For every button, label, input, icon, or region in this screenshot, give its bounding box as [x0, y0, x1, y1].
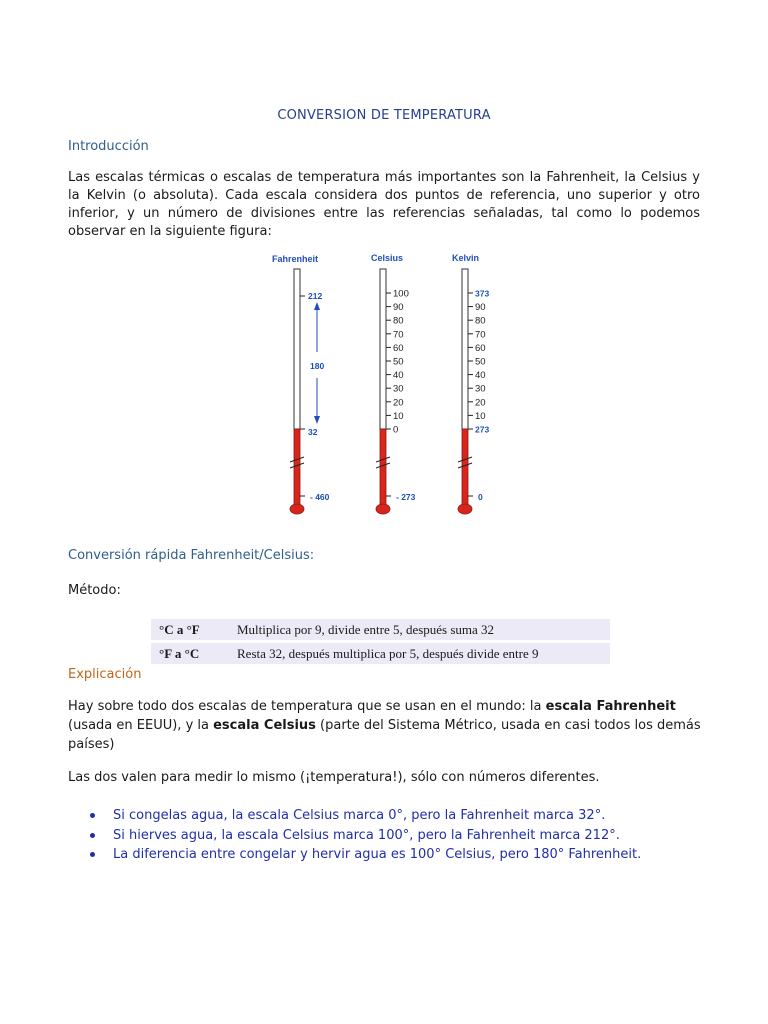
method-label: Método: — [68, 583, 121, 598]
fahrenheit-top-label: 212 — [308, 291, 323, 301]
fahrenheit-term: escala Fahrenheit — [545, 699, 676, 714]
list-item — [68, 806, 641, 826]
bullet-icon — [90, 813, 95, 818]
fahrenheit-tube — [294, 269, 300, 429]
kelvin-bulb — [458, 504, 472, 514]
kelvin-tick-label: 373 — [475, 288, 490, 299]
celsius-bulb — [376, 504, 390, 514]
celsius-tick-label: 40 — [393, 370, 404, 382]
bullet-icon — [90, 852, 95, 857]
kelvin-tick-label: 60 — [475, 342, 486, 354]
celsius-tick-label: 100 — [393, 288, 409, 300]
kelvin-tube — [462, 269, 468, 429]
conversion-heading: Conversión rápida Fahrenheit/Celsius: — [68, 548, 315, 563]
table-row — [151, 643, 610, 664]
comparison-paragraph: Las dos valen para medir lo mismo (¡temperatura!), sólo con números diferentes. — [68, 770, 600, 785]
conversion-rule: Resta 32, después multiplica por 5, después divide entre 9 — [229, 643, 610, 664]
thermometer-figure — [262, 248, 502, 518]
list-item-text: La diferencia entre congelar y hervir agua es 100° Celsius, pero 180° Fahrenheit. — [113, 847, 642, 862]
conversion-rule: Multiplica por 9, divide entre 5, después suma 32 — [229, 619, 610, 640]
kelvin-tick-label: 70 — [475, 329, 486, 341]
fahrenheit-freeze-label: 32 — [308, 427, 318, 437]
kelvin-tick-label: 20 — [475, 397, 486, 409]
fahrenheit-bottom-label: - 460 — [310, 492, 330, 502]
conversion-table — [151, 616, 610, 667]
celsius-tick-label: 60 — [393, 342, 404, 354]
list-item-text: Si congelas agua, la escala Celsius marca 0°, pero la Fahrenheit marca 32°. — [113, 808, 606, 823]
fahrenheit-bulb — [290, 504, 304, 514]
kelvin-tick-label: 30 — [475, 383, 486, 395]
explanation-text: (usada en EEUU), y la — [68, 718, 214, 733]
celsius-bottom-label: - 273 — [396, 492, 416, 502]
fahrenheit-mercury — [294, 429, 300, 505]
facts-list — [68, 806, 641, 865]
arrow-down-icon — [314, 416, 320, 424]
table-row — [151, 619, 610, 640]
celsius-tick-label: 70 — [393, 329, 404, 341]
celsius-tick-label: 20 — [393, 397, 404, 409]
celsius-tick-label: 10 — [393, 410, 404, 422]
celsius-term: escala Celsius — [213, 718, 316, 733]
list-item — [68, 826, 641, 846]
celsius-tube — [380, 269, 386, 429]
bullet-icon — [90, 833, 95, 838]
explanation-heading: Explicación — [68, 667, 142, 682]
kelvin-tick-label: 90 — [475, 302, 486, 314]
kelvin-tick-label: 40 — [475, 370, 486, 382]
list-item-text: Si hierves agua, la escala Celsius marca 100°, pero la Fahrenheit marca 212°. — [113, 827, 620, 843]
kelvin-tick-label: 10 — [475, 410, 486, 422]
explanation-text: Hay sobre todo dos escalas de temperatura que se usan en el mundo: la — [68, 699, 546, 714]
celsius-title: Celsius — [371, 253, 404, 263]
kelvin-tick-label: 50 — [475, 356, 486, 368]
conversion-key: °F a °C — [151, 643, 229, 664]
kelvin-bottom-label: 0 — [478, 492, 483, 502]
celsius-tick-label: 50 — [393, 356, 404, 368]
celsius-tick-label: 80 — [393, 315, 404, 327]
explanation-text: (parte del Sistema Métrico, usada en casi todos los demás países) — [68, 718, 701, 752]
explanation-paragraph — [68, 697, 708, 754]
celsius-tick-label: 0 — [393, 424, 399, 436]
celsius-tick-label: 90 — [393, 302, 404, 314]
conversion-key: °C a °F — [151, 619, 229, 640]
intro-paragraph: Las escalas térmicas o escalas de temperatura más importantes son la Fahrenheit, la Celsius y la Kelvin (o absoluta). Cada escala considera dos puntos de referencia, uno superior y otro inferior, y un número de divisiones entre las referencias señaladas, tal como lo podemos observar en la siguiente figura: — [68, 170, 700, 239]
list-item — [68, 845, 641, 865]
fahrenheit-title: Fahrenheit — [272, 254, 319, 264]
kelvin-title: Kelvin — [452, 253, 480, 263]
fahrenheit-range-label: 180 — [310, 361, 325, 371]
intro-heading: Introducción — [68, 139, 149, 154]
document-title: CONVERSION DE TEMPERATURA — [277, 108, 491, 123]
celsius-tick-label: 30 — [393, 383, 404, 395]
kelvin-tick-label: 80 — [475, 315, 486, 327]
arrow-up-icon — [314, 302, 320, 310]
kelvin-mercury — [462, 429, 468, 505]
celsius-mercury — [380, 429, 386, 505]
kelvin-tick-label: 273 — [475, 424, 490, 435]
